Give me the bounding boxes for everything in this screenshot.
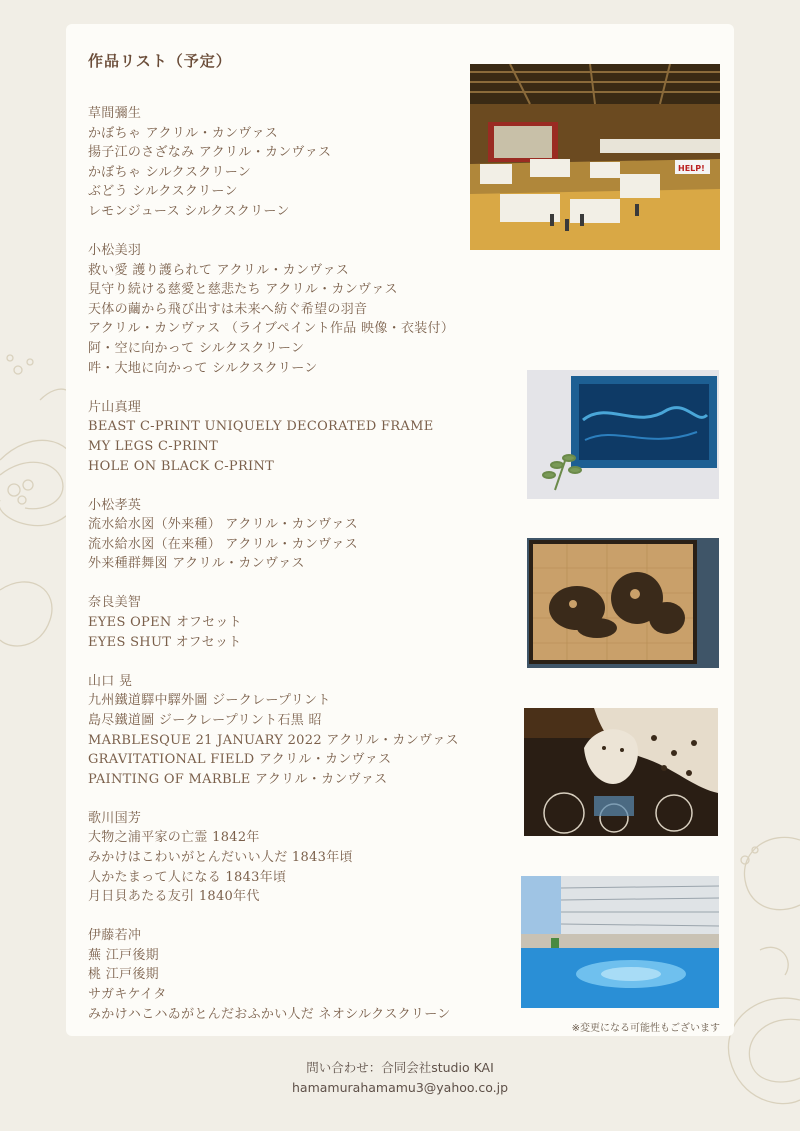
work-item: 救い愛 護り護られて アクリル・カンヴァス: [88, 262, 350, 278]
artist-name: 片山真理: [88, 399, 142, 415]
work-item: ぶどう シルクスクリーン: [88, 184, 238, 200]
artist-name: 山口 晃: [88, 673, 133, 689]
work-item: 島尽鐵道圖 ジークレープリント石黒 昭: [88, 712, 322, 728]
artist-group: [88, 398, 508, 476]
work-item: HOLE ON BLACK C-PRINT: [88, 458, 275, 474]
work-item: MARBLESQUE 21 JANUARY 2022 アクリル・カンヴァス: [88, 732, 459, 748]
work-item: 流水給水図（外来種） アクリル・カンヴァス: [88, 517, 358, 533]
work-item: 桃 江戸後期: [88, 967, 159, 983]
page-title: 作品リスト（予定）: [88, 52, 232, 70]
work-item: EYES OPEN オフセット: [88, 615, 242, 631]
photo-blue-painting: [527, 370, 719, 499]
work-item: 流水給水図（在来種） アクリル・カンヴァス: [88, 536, 358, 552]
artist-group: [88, 593, 508, 652]
artist-name: 小松美羽: [88, 243, 142, 259]
work-item: かぼちゃ シルクスクリーン: [88, 164, 252, 180]
work-item: EYES SHUT オフセット: [88, 634, 242, 650]
work-item: 阿・空に向かって シルクスクリーン: [88, 341, 305, 357]
works-list: [88, 104, 508, 1044]
work-item: レモンジュース シルクスクリーン: [88, 203, 290, 219]
work-item: BEAST C-PRINT UNIQUELY DECORATED FRAME: [88, 419, 434, 435]
work-item: かぼちゃ アクリル・カンヴァス: [88, 125, 279, 141]
work-item: 九州鐵道驛中驛外圖 ジークレープリント: [88, 693, 331, 709]
photo-hotel-pool: [521, 876, 719, 1008]
work-item: MY LEGS C-PRINT: [88, 438, 219, 454]
artist-group: [88, 672, 508, 790]
artist-name: 奈良美智: [88, 595, 142, 611]
work-item: 外来種群舞図 アクリル・カンヴァス: [88, 556, 305, 572]
work-item: 吽・大地に向かって シルクスクリーン: [88, 360, 318, 376]
contact-email[interactable]: hamamurahamamu3@yahoo.co.jp: [292, 1080, 508, 1095]
work-item: GRAVITATIONAL FIELD アクリル・カンヴァス: [88, 752, 392, 768]
work-item: 天体の繭から飛び出すは未来へ紡ぐ希望の羽音: [88, 301, 368, 317]
artist-name: 小松孝英: [88, 497, 142, 513]
artist-group: [88, 926, 508, 1024]
artist-group: [88, 104, 508, 222]
work-item: 揚子江のさざなみ アクリル・カンヴァス: [88, 145, 332, 161]
artist-group: [88, 241, 508, 378]
photo-cheetah-artwork: [524, 708, 718, 836]
svg-text:HELP!: HELP!: [678, 164, 705, 173]
work-item: みかけはこわいがとんだいい人だ 1843年頃: [88, 850, 353, 865]
work-item: みかけハこハゐがとんだおふかい人だ ネオシルクスクリーン: [88, 1006, 451, 1022]
work-item: PAINTING OF MARBLE アクリル・カンヴァス: [88, 771, 388, 787]
artist-name: 歌川国芳: [88, 810, 142, 826]
work-item: 見守り続ける慈愛と慈悲たち アクリル・カンヴァス: [88, 282, 398, 298]
work-item: 人かたまって人になる 1843年頃: [88, 869, 287, 885]
artist-name: 草間彌生: [88, 106, 142, 121]
work-item: 蕪 江戸後期: [88, 947, 159, 963]
artist-group: [88, 809, 508, 907]
photo-lion-screen: [527, 538, 719, 668]
change-notice: ※変更になる可能性もございます: [571, 1023, 720, 1034]
content-card: [66, 24, 734, 1036]
artist-name: 伊藤若冲: [88, 928, 142, 944]
contact-line: 問い合わせ：合同会社studio KAI: [306, 1060, 494, 1075]
work-item: 月日貝あたる友引 1840年代: [88, 889, 260, 905]
artist-group: [88, 496, 508, 574]
work-item: サガキケイタ: [88, 987, 167, 1003]
work-item: 大物之浦平家の亡霊 1842年: [88, 830, 260, 846]
work-item: アクリル・カンヴァス （ライブペイント作品 映像・衣装付）: [88, 321, 455, 337]
photo-exhibition-hall: [470, 64, 720, 250]
